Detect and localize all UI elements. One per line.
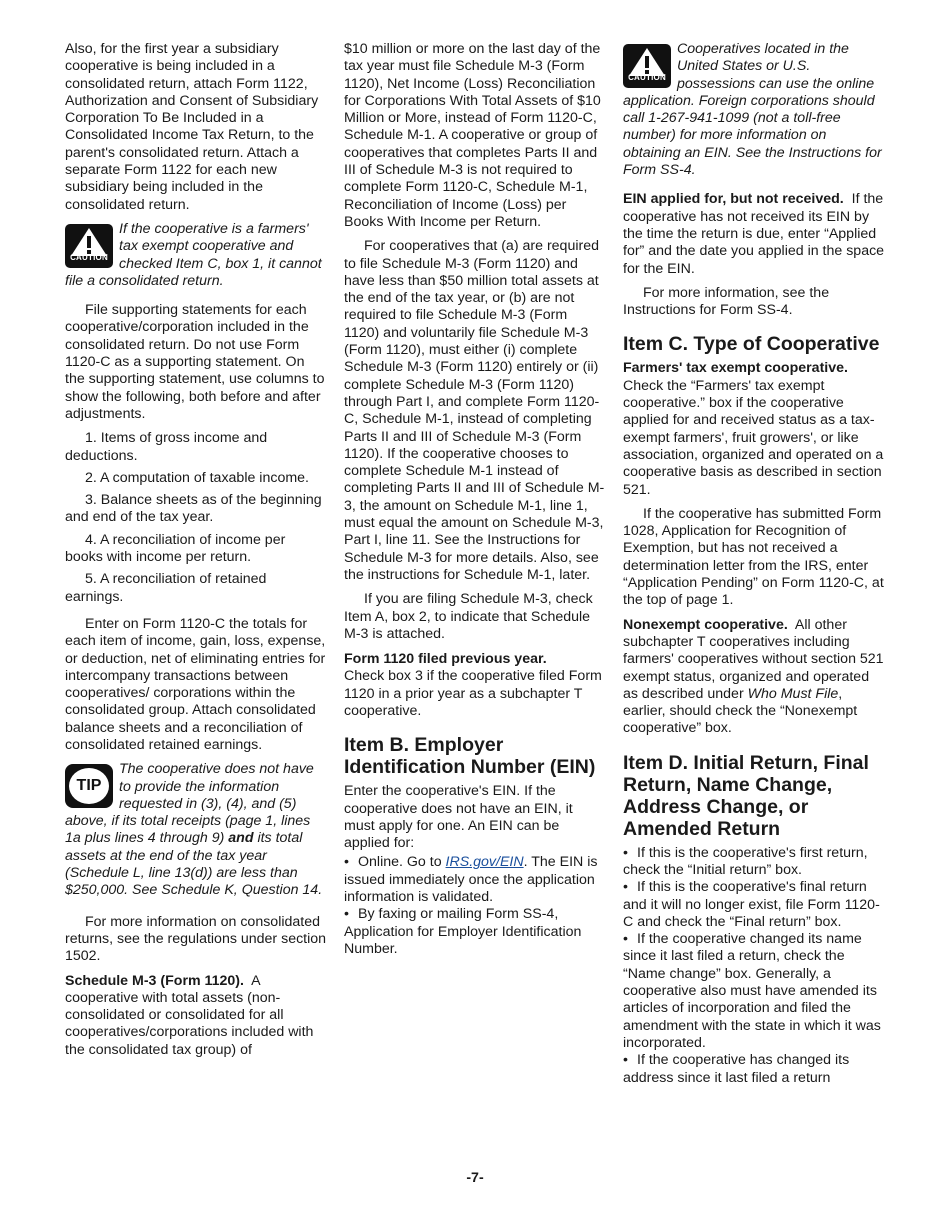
paragraph: Enter the cooperative's EIN. If the cooperative does not have an EIN, it must apply for one. An EIN can be applied for:	[344, 783, 573, 852]
paragraph: $10 million or more on the last day of the tax year must file Schedule M-3 (Form 1120), Net Income (Loss) Reconciliation for Corporations With Total Assets of $10 Million or More, instead of Form 1120-C, Schedule M-1. A cooperative or group of cooperatives that completes Parts II and III of Schedule M-3 is not required to complete Form 1120-C, Schedule M-1, Reconciliation of Income (Loss) per Books With Income per Return.	[344, 41, 601, 230]
paragraph: Also, for the first year a subsidiary cooperative is being included in a consolidated return, attach Form 1122, Authorization and Consent of Subsidiary Corporation To Be Included in a Consolidated Income Tax Return, to the parent's consolidated return. Attach a separate Form 1122 for each new subsidiary being included in the consolidated return.	[65, 41, 319, 213]
tip-text: The cooperative does not have to provide the information requested in (3), (4), and (5) above, if its total receipts (page 1, lines 1a plus lines 4 through 9) and its total assets at the end of the tax year (Schedule L, line 13(d)) are less than $250,000. See Schedule K, Question 14.	[65, 761, 323, 899]
list-item: 1. Items of gross income and deductions.	[65, 430, 268, 464]
run-in-heading: Form 1120 filed previous year.	[344, 651, 547, 668]
caution-icon: CAUTION	[623, 44, 671, 88]
paragraph: Schedule M-3 (Form 1120). A cooperative with total assets (non-consolidated or consolidated for all cooperatives/corporations included with the consolidated tax group) of	[65, 972, 314, 1058]
list-item: 4. A reconciliation of income per books with income per return.	[65, 531, 286, 566]
column-1	[65, 41, 327, 1066]
bullet-item: • If this is the cooperative's first return, check the “Initial return” box.	[623, 844, 868, 878]
page-number: -7-	[466, 1170, 484, 1186]
paragraph: EIN applied for, but not received. If the cooperative has not received its EIN by the time the return is due, enter “Applied for” and the date you applied in the space for the EIN.	[623, 191, 885, 277]
section-heading-item-b: Item B. Employer Identification Number (EIN)	[344, 734, 596, 779]
paragraph: For cooperatives that (a) are required to file Schedule M-3 (Form 1120) and have less than $50 million total assets at the end of the tax year, or (b) are not required to file Schedule M-3 (Form 1120) and voluntarily file Schedule M-3 (Form 1120), must either (i) complete Schedule M-3 (Form 1120) entirely or (ii) complete Schedule M-3 (Form 1120) through Part I, and complete Form 1120-C, Schedule M-1, instead of completing Parts II and III of Schedule M-3 (Form 1120). If the cooperative chooses to complete Schedule M-1 instead of completing Parts II and III of Schedule M-3, the amount on Schedule M-1, line 1, must equal the amount on Schedule M-3, Part I, line 11. See the Instructions for Schedule M-3 for more details. Also, see the instructions for Schedule M-1, later.	[344, 238, 605, 583]
bullet-item: • If the cooperative changed its name since it last filed a return, check the “Name change” box. Generally, a cooperative also must have amended its articles of incorporation and filed the amendment with the state in which it was incorporated.	[623, 931, 881, 1051]
paragraph: For more information, see the Instructions for Form SS-4.	[623, 284, 830, 319]
tip-icon: TIP	[65, 764, 113, 808]
caution-note	[65, 221, 327, 290]
column-3	[623, 41, 885, 1087]
section-heading-item-d: Item D. Initial Return, Final Return, Name Change, Address Change, or Amended Return	[623, 751, 869, 840]
list-item: 5. A reconciliation of retained earnings.	[65, 571, 267, 605]
bullet-item: • If the cooperative has changed its address since it last filed a return	[623, 1052, 850, 1086]
column-2	[344, 41, 606, 958]
tip-note	[65, 761, 327, 899]
list-item: 3. Balance sheets as of the beginning and end of the tax year.	[65, 492, 322, 526]
caution-icon: CAUTION	[65, 224, 113, 268]
list-item: 2. A computation of taxable income.	[85, 469, 309, 486]
section-heading-item-c: Item C. Type of Cooperative	[623, 333, 880, 356]
paragraph: Farmers' tax exempt cooperative. Check the “Farmers' tax exempt cooperative.” box if the cooperative applied for and received status as a tax-exempt farmers', fruit growers', or like association, organized and operated on a cooperative basis as described in section 521.	[623, 360, 884, 498]
caution-text: If the cooperative is a farmers' tax exempt cooperative and checked Item C, box 1, it cannot file a consolidated return.	[65, 220, 322, 289]
paragraph: Nonexempt cooperative. All other subchapter T cooperatives including farmers' cooperatives without section 521 exempt status, organized and operated as described under Who Must File, earlier, should check the “Nonexempt cooperative” box.	[623, 616, 884, 737]
paragraph: For more information on consolidated returns, see the regulations under section 1502.	[65, 913, 327, 965]
irs-ein-link[interactable]: IRS.gov/EIN	[445, 854, 524, 871]
paragraph: Enter on Form 1120-C the totals for each item of income, gain, loss, expense, or deduction, net of eliminating entries for intercompany transactions between cooperatives/ corporations within the consolidated group. Attach consolidated balance sheets and a reconciliation of consolidated retained earnings.	[65, 615, 326, 753]
run-in-heading: Farmers' tax exempt cooperative.	[623, 360, 848, 377]
paragraph: If the cooperative has submitted Form 1028, Application for Recognition of Exemption, but has not received a determination letter from the IRS, enter “Application Pending” on Form 1120-C, at the top of page 1.	[623, 505, 884, 609]
paragraph: Form 1120 filed previous year. Check box 3 if the cooperative filed Form 1120 in a prior year as a subchapter T cooperative.	[344, 651, 602, 719]
bullet-item: • By faxing or mailing Form SS-4, Application for Employer Identification Number.	[344, 906, 582, 957]
bullet-item: • Online. Go to IRS.gov/EIN. The EIN is issued immediately once the application information is validated.	[344, 854, 598, 906]
bullet-item: • If this is the cooperative's final return and it will no longer exist, file Form 1120-C and check the “Final return” box.	[623, 879, 880, 930]
run-in-heading: Nonexempt cooperative.	[623, 616, 788, 633]
run-in-heading: EIN applied for, but not received.	[623, 191, 844, 208]
run-in-heading: Schedule M-3 (Form 1120).	[65, 972, 244, 989]
paragraph: File supporting statements for each cooperative/corporation included in the consolidated return. Do not use Form 1120-C as a supporting statement. On the supporting statement, use columns to show the following, both before and after adjustments.	[65, 302, 325, 422]
caution-text: Cooperatives located in the United States or U.S. possessions can use the online application. Foreign corporations should call 1-267-941-1099 (not a toll-free number) for more information on obtaining an EIN. See the Instructions for Form SS-4.	[623, 41, 882, 179]
numbered-list	[65, 430, 327, 606]
paragraph: If you are filing Schedule M-3, check Item A, box 2, to indicate that Schedule M-3 is attached.	[344, 591, 593, 642]
caution-note	[623, 41, 885, 179]
